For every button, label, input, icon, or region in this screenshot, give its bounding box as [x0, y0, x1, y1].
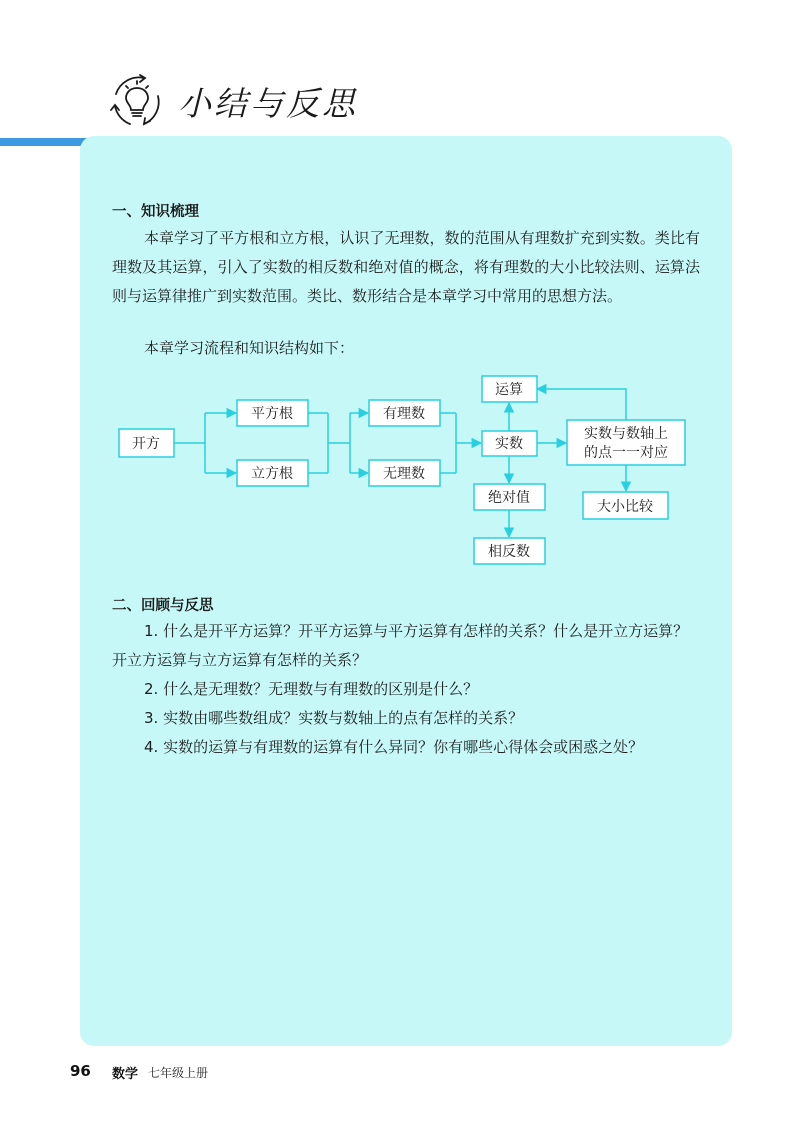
- page-title: 小结与反思: [178, 84, 358, 123]
- edge-to-yunsuan-loop: [537, 389, 626, 420]
- node-youlishu: 有理数: [383, 406, 425, 422]
- node-pingfanggen: 平方根: [251, 406, 293, 422]
- page-number: 96: [70, 1062, 91, 1080]
- flow-caption: 本章学习流程和知识结构如下：: [144, 339, 355, 357]
- question-1: 1. 什么是开平方运算？开平方运算与平方运算有怎样的关系？什么是开立方运算？开立方运算与立方运算有怎样的关系？: [112, 622, 689, 669]
- node-xiangfan: 相反数: [488, 544, 530, 560]
- section1-paragraph: 本章学习了平方根和立方根，认识了无理数，数的范围从有理数扩充到实数。类比有理数及其运算，引入了实数的相反数和绝对值的概念，将有理数的大小比较法则、运算法则与运算律推广到实数范围。类比、数形结合是本章学习中常用的思想方法。: [112, 229, 700, 305]
- section-heading-knowledge: 一、知识梳理: [112, 204, 199, 220]
- question-2: 2. 什么是无理数？无理数与有理数的区别是什么？: [144, 680, 479, 698]
- node-yunsuan: 运算: [495, 382, 523, 398]
- node-zhoushang-line1: 实数与数轴上: [584, 426, 668, 442]
- node-daxiao: 大小比较: [597, 499, 653, 515]
- question-4: 4. 实数的运算与有理数的运算有什么异同？你有哪些心得体会或困惑之处？: [144, 738, 644, 756]
- footer-book: 七年级上册: [148, 1066, 209, 1080]
- node-shishu: 实数: [495, 436, 523, 452]
- question-3: 3. 实数由哪些数组成？实数与数轴上的点有怎样的关系？: [144, 709, 524, 727]
- footer-subject: 数学: [112, 1067, 139, 1082]
- node-kaifang: 开方: [132, 436, 160, 452]
- node-lifanggen: 立方根: [251, 466, 293, 482]
- section-heading-review: 二、回顾与反思: [112, 598, 214, 614]
- node-zhoushang-line2: 的点一一对应: [584, 445, 668, 461]
- node-juedui: 绝对值: [488, 490, 530, 506]
- node-wulishu: 无理数: [383, 466, 425, 482]
